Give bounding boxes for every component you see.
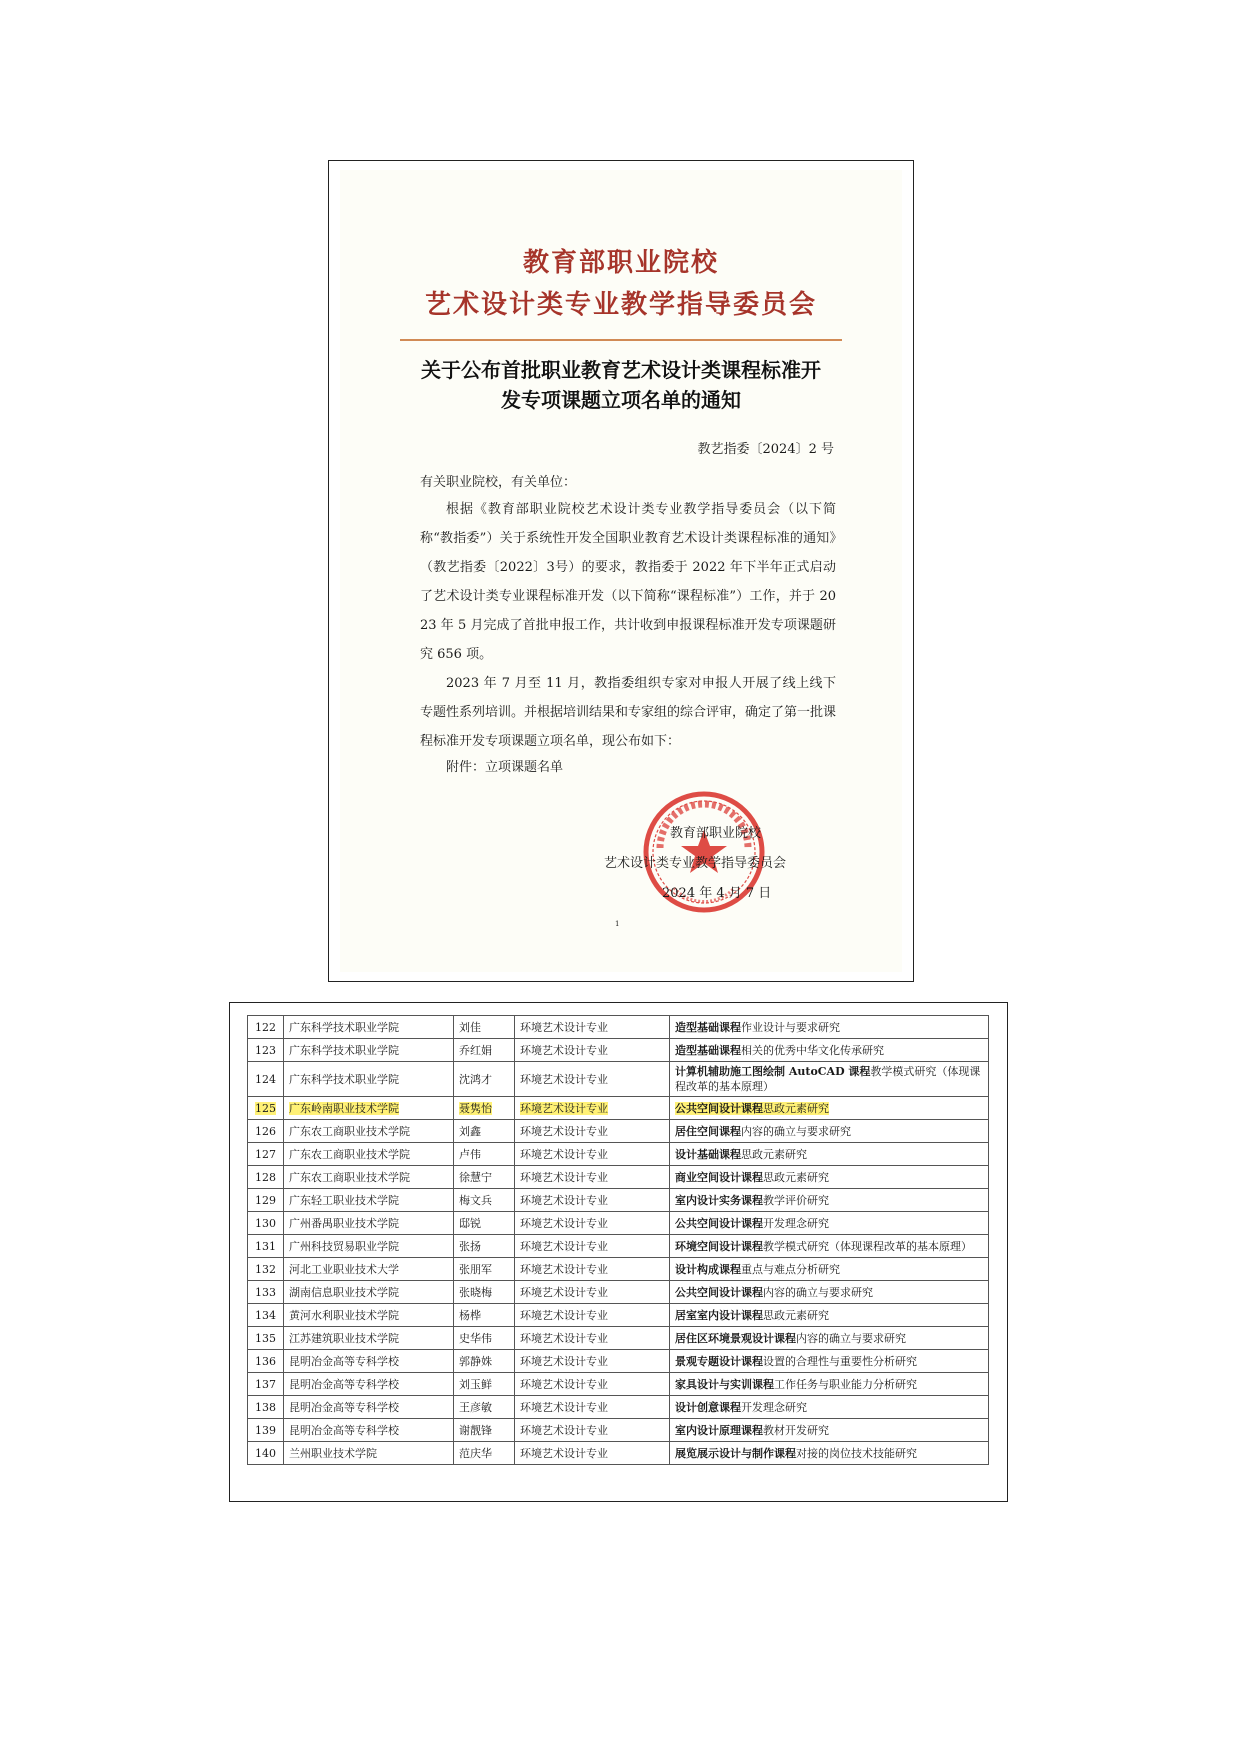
research-topic: 相关的优秀中华文化传承研究 [741,1043,884,1057]
cell-school [284,1304,454,1327]
cell-name-text: 史华伟 [459,1331,492,1345]
cell-topic [670,1143,989,1166]
project-table-body [248,1016,989,1465]
signature-org-line2: 艺术设计类专业教学指导委员会 [604,856,787,871]
header-divider [400,339,842,341]
course-name: 居室室内设计课程 [675,1308,763,1322]
table-row [248,1350,989,1373]
course-name: 公共空间设计课程 [675,1101,763,1115]
cell-name-text: 王彦敏 [459,1400,492,1414]
cell-major-text: 环境艺术设计专业 [520,1216,608,1230]
course-name: 室内设计原理课程 [675,1423,763,1437]
cell-school [284,1419,454,1442]
cell-school-text: 广州科技贸易职业学院 [289,1239,399,1253]
cell-school [284,1097,454,1120]
cell-number-text: 128 [255,1170,276,1184]
topic-text [675,1355,917,1368]
cell-major-text: 环境艺术设计专业 [520,1020,608,1034]
cell-name [454,1143,515,1166]
cell-name-text: 杨桦 [459,1308,481,1322]
cell-topic [670,1212,989,1235]
cell-school-text: 广东农工商职业技术学院 [289,1124,410,1138]
cell-number-text: 126 [255,1124,276,1138]
cell-name [454,1373,515,1396]
cell-school [284,1189,454,1212]
cell-name-text: 张朋军 [459,1262,492,1276]
cell-school [284,1442,454,1465]
cell-number-text: 133 [255,1285,276,1299]
project-table [247,1015,989,1465]
cell-major-text: 环境艺术设计专业 [520,1072,608,1086]
cell-number [248,1373,284,1396]
cell-number [248,1016,284,1039]
course-name: 展览展示设计与制作课程 [675,1446,796,1460]
cell-number [248,1166,284,1189]
cell-major [515,1039,670,1062]
table-row [248,1120,989,1143]
table-row [248,1258,989,1281]
course-name: 居住区环境景观设计课程 [675,1331,796,1345]
cell-school-text: 黄河水利职业技术学院 [289,1308,399,1322]
cell-name-text: 郭静姝 [459,1354,492,1368]
table-row [248,1039,989,1062]
org-name-line1: 教育部职业院校 [522,248,719,278]
attachment-line: 附件：立项课题名单 [446,760,564,775]
cell-name [454,1419,515,1442]
cell-school [284,1396,454,1419]
cell-name [454,1212,515,1235]
cell-number-text: 135 [255,1331,276,1345]
table-row [248,1062,989,1097]
cell-major [515,1258,670,1281]
cell-number [248,1062,284,1097]
cell-school-text: 河北工业职业技术大学 [289,1262,399,1276]
cell-major [515,1189,670,1212]
cell-major [515,1327,670,1350]
notice-document [328,160,914,982]
research-topic: 作业设计与要求研究 [741,1020,840,1034]
cell-name-text: 乔红娟 [459,1043,492,1057]
cell-number [248,1419,284,1442]
topic-text [675,1194,829,1207]
cell-number [248,1258,284,1281]
topic-text [675,1447,917,1460]
cell-major [515,1419,670,1442]
topic-text [675,1102,829,1115]
topic-text [675,1021,840,1034]
cell-number-text: 137 [255,1377,276,1391]
table-row [248,1327,989,1350]
course-name: 设计基础课程 [675,1147,741,1161]
course-name: 计算机辅助施工图绘制 AutoCAD 课程 [675,1065,871,1078]
research-topic: 内容的确立与要求研究 [796,1331,906,1345]
page-number: 1 [615,920,620,928]
cell-number [248,1304,284,1327]
cell-school [284,1120,454,1143]
course-name: 公共空间设计课程 [675,1285,763,1299]
notice-title-line2: 发专项课题立项名单的通知 [501,388,741,412]
table-row [248,1442,989,1465]
cell-topic [670,1419,989,1442]
cell-major-text: 环境艺术设计专业 [520,1262,608,1276]
topic-text [675,1424,829,1437]
cell-major [515,1120,670,1143]
table-row [248,1281,989,1304]
cell-school [284,1212,454,1235]
cell-number [248,1442,284,1465]
cell-topic [670,1258,989,1281]
research-topic: 思政元素研究 [763,1170,829,1184]
cell-name-text: 邸锐 [459,1216,481,1230]
cell-topic [670,1396,989,1419]
cell-name [454,1258,515,1281]
cell-school [284,1016,454,1039]
topic-text [675,1286,873,1299]
salutation: 有关职业院校，有关单位： [420,475,577,490]
cell-topic [670,1016,989,1039]
research-topic: 对接的岗位技术技能研究 [796,1446,917,1460]
topic-text [675,1125,851,1138]
cell-name [454,1120,515,1143]
cell-major-text: 环境艺术设计专业 [520,1354,608,1368]
cell-number [248,1350,284,1373]
research-topic: 开发理念研究 [763,1216,829,1230]
table-row [248,1189,989,1212]
cell-major-text: 环境艺术设计专业 [520,1423,608,1437]
cell-school [284,1327,454,1350]
cell-major [515,1373,670,1396]
topic-text [675,1217,829,1230]
course-name: 设计创意课程 [675,1400,741,1414]
research-topic: 思政元素研究 [741,1147,807,1161]
cell-major [515,1097,670,1120]
cell-school [284,1350,454,1373]
project-list-excerpt [229,1002,1008,1502]
cell-name [454,1016,515,1039]
cell-major-text: 环境艺术设计专业 [520,1400,608,1414]
cell-major [515,1396,670,1419]
cell-number-text: 124 [255,1072,276,1086]
cell-name [454,1350,515,1373]
cell-name [454,1039,515,1062]
cell-number-text: 138 [255,1400,276,1414]
cell-school-text: 广东科学技术职业学院 [289,1043,399,1057]
signature-org-line1: 教育部职业院校 [670,826,762,841]
cell-topic [670,1235,989,1258]
cell-number-text: 129 [255,1193,276,1207]
table-row [248,1212,989,1235]
cell-number-text: 127 [255,1147,276,1161]
cell-school-text: 广东农工商职业技术学院 [289,1147,410,1161]
cell-school-text: 广东岭南职业技术学院 [289,1101,399,1115]
cell-school [284,1143,454,1166]
table-row [248,1143,989,1166]
cell-number-text: 140 [255,1446,276,1460]
research-topic: 重点与难点分析研究 [741,1262,840,1276]
cell-topic [670,1304,989,1327]
course-name: 设计构成课程 [675,1262,741,1276]
cell-number-text: 122 [255,1020,276,1034]
cell-number-text: 139 [255,1423,276,1437]
cell-topic [670,1281,989,1304]
course-name: 造型基础课程 [675,1043,741,1057]
cell-school-text: 广东科学技术职业学院 [289,1020,399,1034]
cell-name-text: 卢伟 [459,1147,481,1161]
cell-number [248,1097,284,1120]
cell-name [454,1396,515,1419]
course-name: 造型基础课程 [675,1020,741,1034]
table-row [248,1373,989,1396]
cell-school-text: 昆明冶金高等专科学校 [289,1400,399,1414]
cell-name [454,1062,515,1097]
cell-school [284,1258,454,1281]
cell-school-text: 广东农工商职业技术学院 [289,1170,410,1184]
table-row [248,1419,989,1442]
cell-number [248,1120,284,1143]
cell-topic [670,1189,989,1212]
cell-topic [670,1350,989,1373]
cell-major [515,1350,670,1373]
cell-school-text: 昆明冶金高等专科学校 [289,1354,399,1368]
cell-school-text: 广东轻工职业技术学院 [289,1193,399,1207]
cell-school-text: 湖南信息职业技术学院 [289,1285,399,1299]
notice-page [340,170,902,972]
cell-name [454,1166,515,1189]
course-name: 居住空间课程 [675,1124,741,1138]
cell-number-text: 125 [255,1101,276,1115]
cell-school-text: 广州番禺职业技术学院 [289,1216,399,1230]
cell-name-text: 刘玉鲜 [459,1377,492,1391]
cell-name-text: 谢靓锋 [459,1423,492,1437]
cell-name [454,1281,515,1304]
cell-name-text: 沈鸿才 [459,1072,492,1086]
cell-topic [670,1097,989,1120]
research-topic: 教学模式研究（体现课程改革的基本原理） [675,1065,981,1093]
topic-text [675,1263,840,1276]
org-name-line2: 艺术设计类专业教学指导委员会 [424,290,817,320]
topic-text [675,1401,807,1414]
body-paragraph-2: 2023 年 7 月至 11 月，教指委组织专家对申报人开展了线上线下专题性系列培训。并根据培训结果和专家组的综合评审，确定了第一批课程标准开发专项课题立项名单，现公布如下： [420,676,837,749]
topic-text [675,1378,917,1391]
topic-text [675,1148,807,1161]
cell-school [284,1235,454,1258]
cell-number-text: 136 [255,1354,276,1368]
topic-text [675,1240,972,1253]
document-number: 教艺指委〔2024〕2 号 [697,442,834,457]
cell-major [515,1212,670,1235]
cell-major-text: 环境艺术设计专业 [520,1101,608,1115]
cell-name [454,1442,515,1465]
cell-name [454,1235,515,1258]
cell-name-text: 张扬 [459,1239,481,1253]
cell-major-text: 环境艺术设计专业 [520,1446,608,1460]
topic-text [675,1309,829,1322]
table-row [248,1097,989,1120]
cell-number-text: 134 [255,1308,276,1322]
cell-major-text: 环境艺术设计专业 [520,1239,608,1253]
cell-number [248,1143,284,1166]
cell-number [248,1235,284,1258]
cell-school-text: 江苏建筑职业技术学院 [289,1331,399,1345]
course-name: 家具设计与实训课程 [675,1377,774,1391]
cell-school-text: 兰州职业技术学院 [289,1446,377,1460]
cell-number [248,1327,284,1350]
topic-text [675,1044,884,1057]
course-name: 公共空间设计课程 [675,1216,763,1230]
table-row [248,1016,989,1039]
cell-topic [670,1166,989,1189]
cell-major [515,1062,670,1097]
cell-topic [670,1373,989,1396]
cell-topic [670,1120,989,1143]
research-topic: 开发理念研究 [741,1400,807,1414]
cell-number [248,1212,284,1235]
research-topic: 内容的确立与要求研究 [763,1285,873,1299]
cell-school [284,1062,454,1097]
cell-number-text: 123 [255,1043,276,1057]
cell-name [454,1097,515,1120]
cell-major [515,1166,670,1189]
cell-name-text: 刘鑫 [459,1124,481,1138]
cell-name-text: 徐慧宁 [459,1170,492,1184]
table-row [248,1396,989,1419]
table-row [248,1166,989,1189]
research-topic: 思政元素研究 [763,1101,829,1115]
cell-topic [670,1039,989,1062]
cell-major-text: 环境艺术设计专业 [520,1170,608,1184]
table-row [248,1235,989,1258]
course-name: 商业空间设计课程 [675,1170,763,1184]
cell-major-text: 环境艺术设计专业 [520,1377,608,1391]
research-topic: 工作任务与职业能力分析研究 [774,1377,917,1391]
cell-major-text: 环境艺术设计专业 [520,1124,608,1138]
cell-number-text: 131 [255,1239,276,1253]
research-topic: 教学模式研究（体现课程改革的基本原理） [763,1239,972,1253]
cell-number [248,1039,284,1062]
topic-text [675,1332,906,1345]
cell-name-text: 聂隽怡 [459,1101,492,1115]
cell-school [284,1373,454,1396]
cell-major [515,1281,670,1304]
body-paragraph-1: 根据《教育部职业院校艺术设计类专业教学指导委员会（以下简称“教指委”）关于系统性开发全国职业教育艺术设计类课程标准的通知》（教艺指委〔2022〕3号）的要求，教指委于 2022 年下半年正式启动了艺术设计类专业课程标准开发（以下简称“课程标准”）工作，并于 2023 年 5 月完成了首批申报工作，共计收到申报课程标准开发专项课题研究 656 项。 [420,502,836,662]
course-name: 环境空间设计课程 [675,1239,763,1253]
research-topic: 设置的合理性与重要性分析研究 [763,1354,917,1368]
cell-number-text: 130 [255,1216,276,1230]
cell-name [454,1327,515,1350]
cell-major-text: 环境艺术设计专业 [520,1331,608,1345]
cell-topic [670,1062,989,1097]
course-name: 景观专题设计课程 [675,1354,763,1368]
cell-name-text: 刘佳 [459,1020,481,1034]
cell-major-text: 环境艺术设计专业 [520,1308,608,1322]
cell-school [284,1039,454,1062]
cell-school-text: 昆明冶金高等专科学校 [289,1377,399,1391]
cell-major [515,1143,670,1166]
notice-title-line1: 关于公布首批职业教育艺术设计类课程标准开 [421,358,821,382]
cell-major [515,1442,670,1465]
cell-major-text: 环境艺术设计专业 [520,1285,608,1299]
research-topic: 内容的确立与要求研究 [741,1124,851,1138]
cell-topic [670,1442,989,1465]
topic-text [675,1171,829,1184]
cell-name-text: 梅文兵 [459,1193,492,1207]
cell-number [248,1396,284,1419]
cell-school [284,1281,454,1304]
course-name: 室内设计实务课程 [675,1193,763,1207]
cell-major-text: 环境艺术设计专业 [520,1043,608,1057]
signature-date: 2024 年 4 月 7 日 [662,886,772,901]
research-topic: 教学评价研究 [763,1193,829,1207]
research-topic: 教材开发研究 [763,1423,829,1437]
cell-name-text: 张晓梅 [459,1285,492,1299]
cell-school [284,1166,454,1189]
cell-major [515,1304,670,1327]
cell-school-text: 广东科学技术职业学院 [289,1072,399,1086]
cell-major [515,1235,670,1258]
cell-major-text: 环境艺术设计专业 [520,1193,608,1207]
cell-number [248,1281,284,1304]
research-topic: 思政元素研究 [763,1308,829,1322]
cell-school-text: 昆明冶金高等专科学校 [289,1423,399,1437]
cell-major [515,1016,670,1039]
cell-name [454,1189,515,1212]
cell-topic [670,1327,989,1350]
cell-name-text: 范庆华 [459,1446,492,1460]
topic-text [675,1065,980,1093]
cell-number-text: 132 [255,1262,276,1276]
cell-name [454,1304,515,1327]
cell-number [248,1189,284,1212]
cell-major-text: 环境艺术设计专业 [520,1147,608,1161]
table-row [248,1304,989,1327]
